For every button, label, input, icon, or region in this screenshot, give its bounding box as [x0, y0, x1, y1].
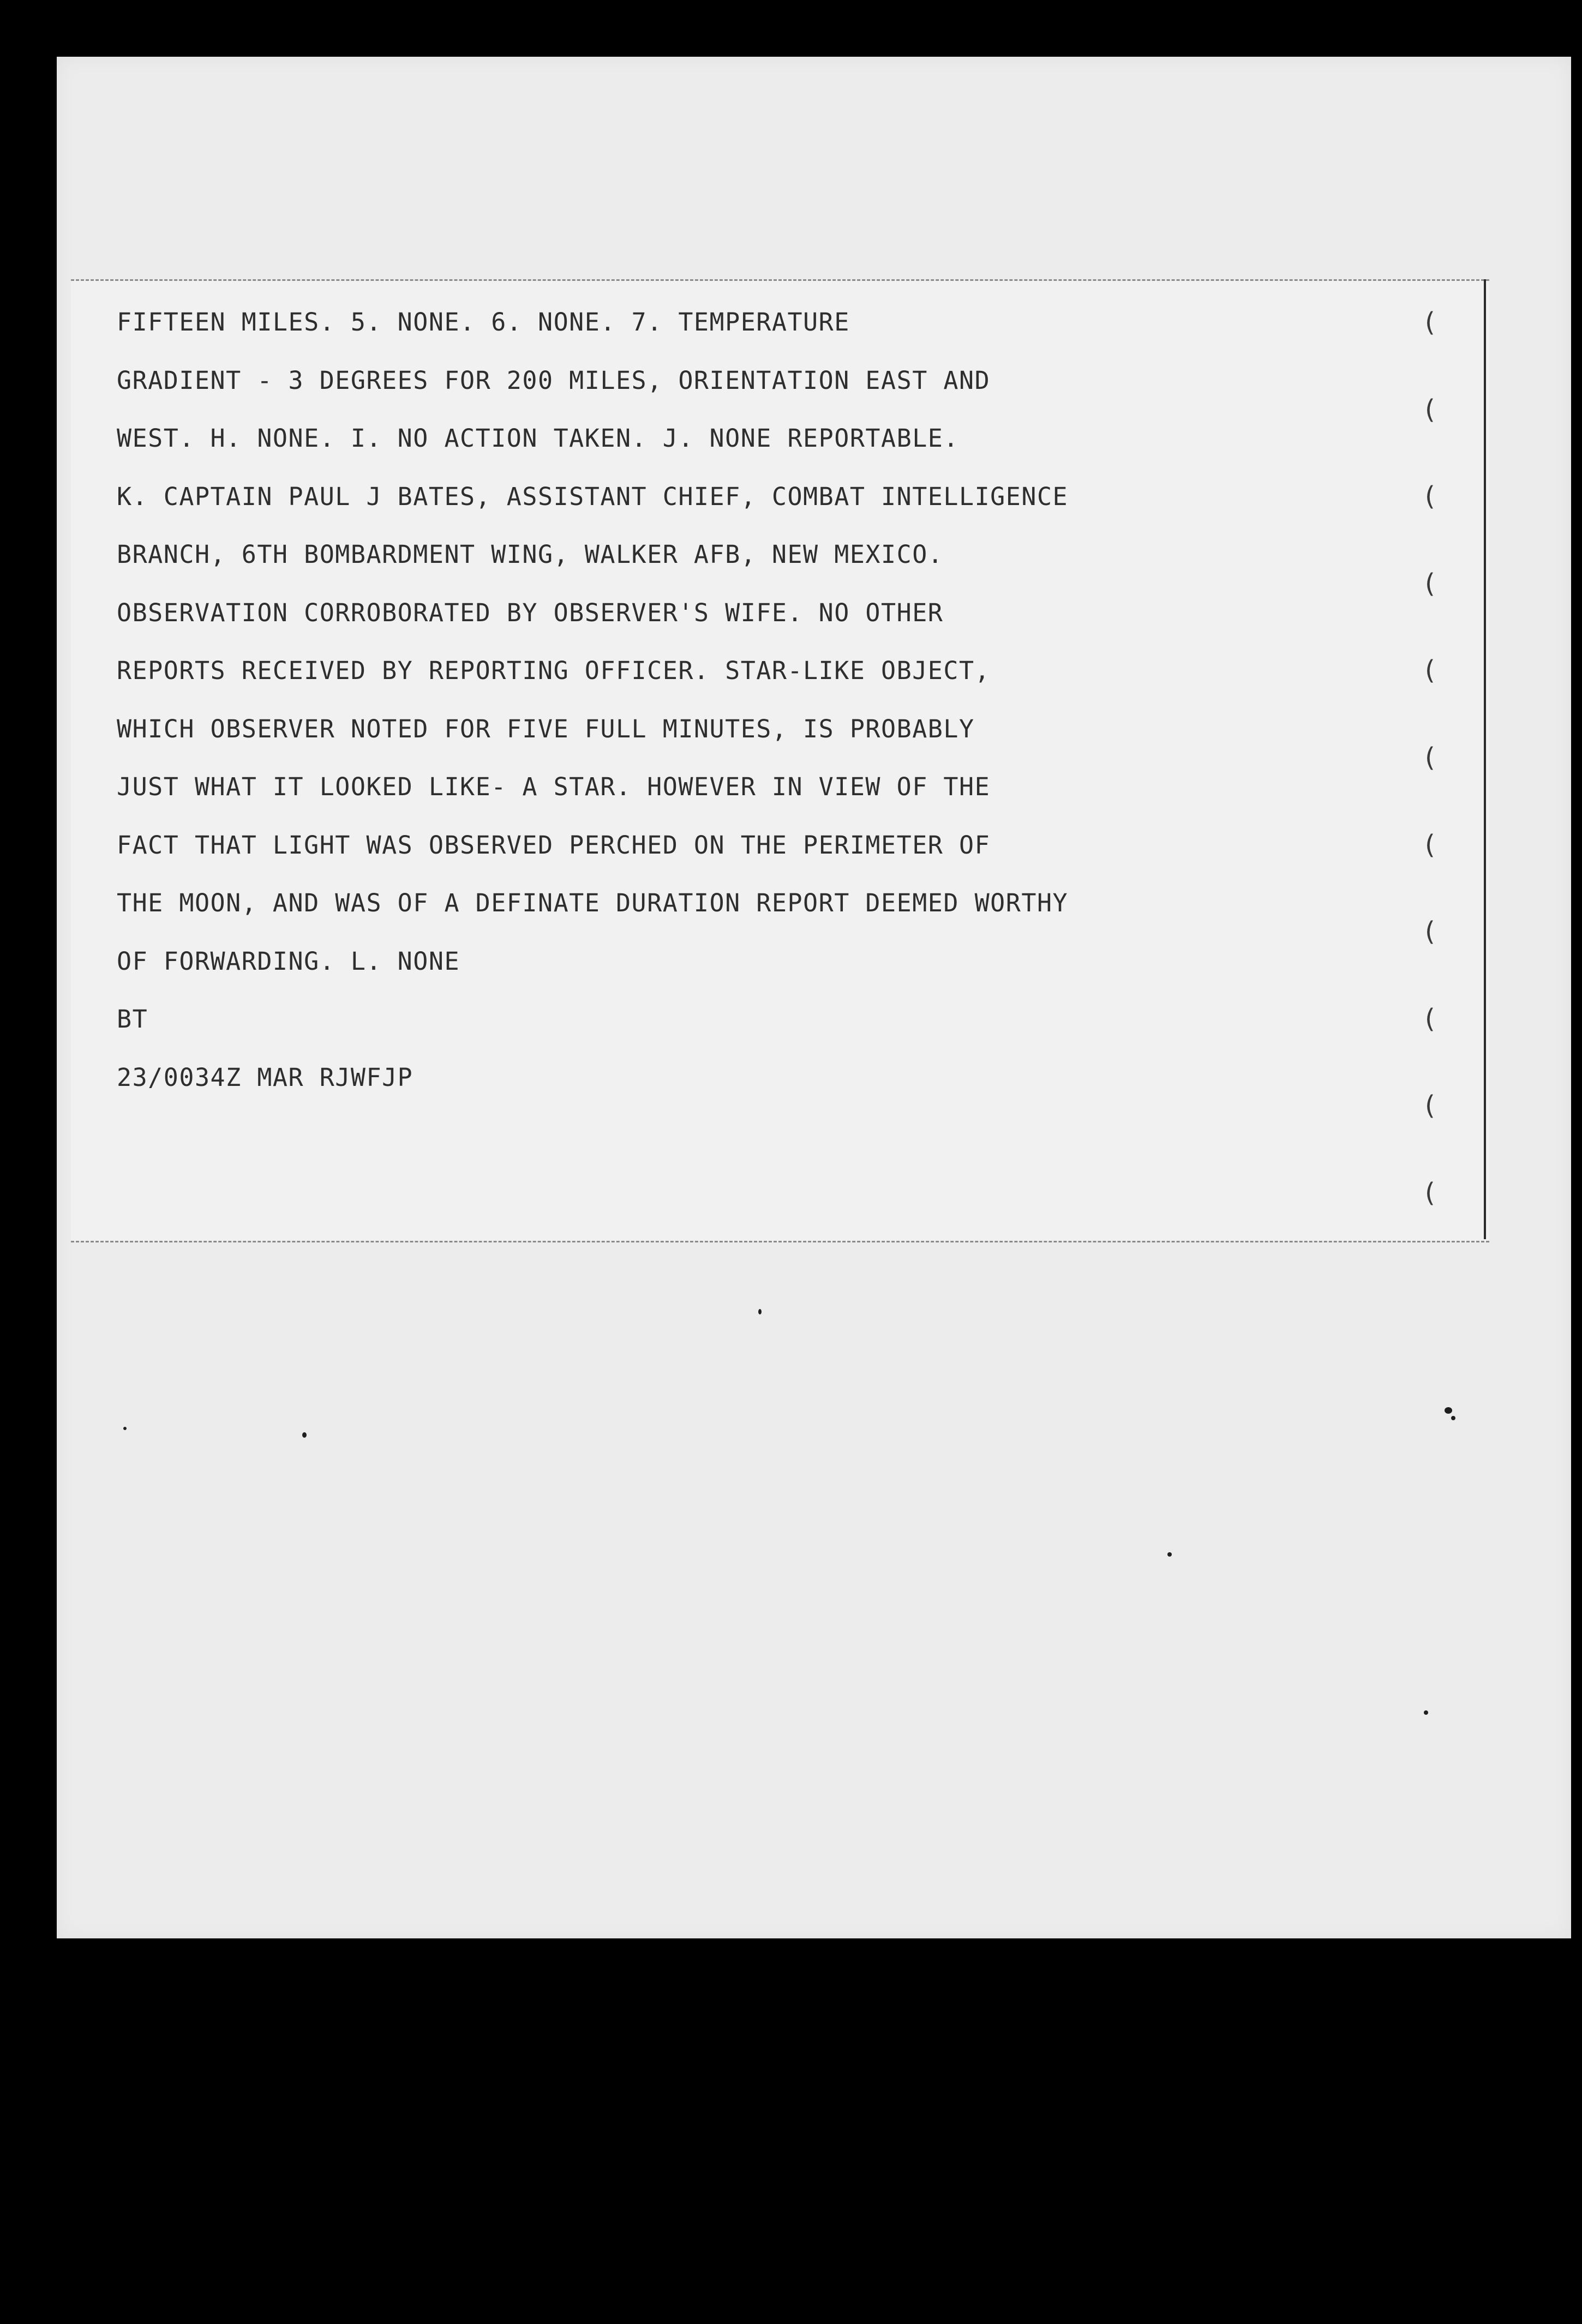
dust-speck	[1445, 1407, 1452, 1414]
message-line: REPORTS RECEIVED BY REPORTING OFFICER. STAR-LIKE OBJECT,	[117, 656, 991, 685]
sprocket-holes	[1425, 303, 1447, 1260]
sprocket-hole-icon: (	[1425, 481, 1435, 512]
form-margin-rule	[1484, 279, 1486, 1239]
dust-speck	[302, 1432, 307, 1438]
message-line: BT	[117, 1005, 148, 1034]
bleed-through-upper	[382, 131, 1418, 273]
dust-speck	[1424, 1710, 1428, 1715]
message-line: OBSERVATION CORROBORATED BY OBSERVER'S WIFE. NO OTHER	[117, 598, 944, 627]
dust-speck	[1167, 1552, 1172, 1557]
sprocket-hole-icon: (	[1425, 1003, 1435, 1034]
sprocket-hole-icon: (	[1425, 394, 1435, 425]
message-body	[117, 303, 1453, 1116]
message-line: WEST. H. NONE. I. NO ACTION TAKEN. J. NONE REPORTABLE.	[117, 424, 959, 453]
sprocket-hole-icon: (	[1425, 1090, 1435, 1121]
sprocket-hole-icon: (	[1425, 829, 1435, 860]
message-line: WHICH OBSERVER NOTED FOR FIVE FULL MINUTES, IS PROBABLY	[117, 714, 975, 743]
message-line: K. CAPTAIN PAUL J BATES, ASSISTANT CHIEF, COMBAT INTELLIGENCE	[117, 482, 1069, 511]
sprocket-hole-icon: (	[1425, 655, 1435, 686]
message-line: OF FORWARDING. L. NONE	[117, 946, 460, 976]
message-line: JUST WHAT IT LOOKED LIKE- A STAR. HOWEVER IN VIEW OF THE	[117, 772, 991, 801]
sprocket-hole-icon: (	[1425, 916, 1435, 947]
message-line: 23/0034Z MAR RJWFJP	[117, 1062, 414, 1092]
dust-speck	[123, 1427, 127, 1430]
dust-speck	[1451, 1416, 1455, 1420]
message-line: FACT THAT LIGHT WAS OBSERVED PERCHED ON THE PERIMETER OF	[117, 830, 991, 860]
message-line: THE MOON, AND WAS OF A DEFINATE DURATION REPORT DEEMED WORTHY	[117, 888, 1069, 917]
message-line: GRADIENT - 3 DEGREES FOR 200 MILES, ORIENTATION EAST AND	[117, 365, 991, 395]
sprocket-hole-icon: (	[1425, 742, 1435, 773]
sprocket-hole-icon: (	[1425, 1177, 1435, 1208]
bleed-through-lower	[491, 1527, 1473, 1909]
sprocket-hole-icon: (	[1425, 307, 1435, 338]
message-line: FIFTEEN MILES. 5. NONE. 6. NONE. 7. TEMPERATURE	[117, 308, 850, 337]
sprocket-hole-icon: (	[1425, 568, 1435, 599]
message-line: BRANCH, 6TH BOMBARDMENT WING, WALKER AFB, NEW MEXICO.	[117, 540, 944, 569]
dust-speck	[758, 1309, 762, 1314]
